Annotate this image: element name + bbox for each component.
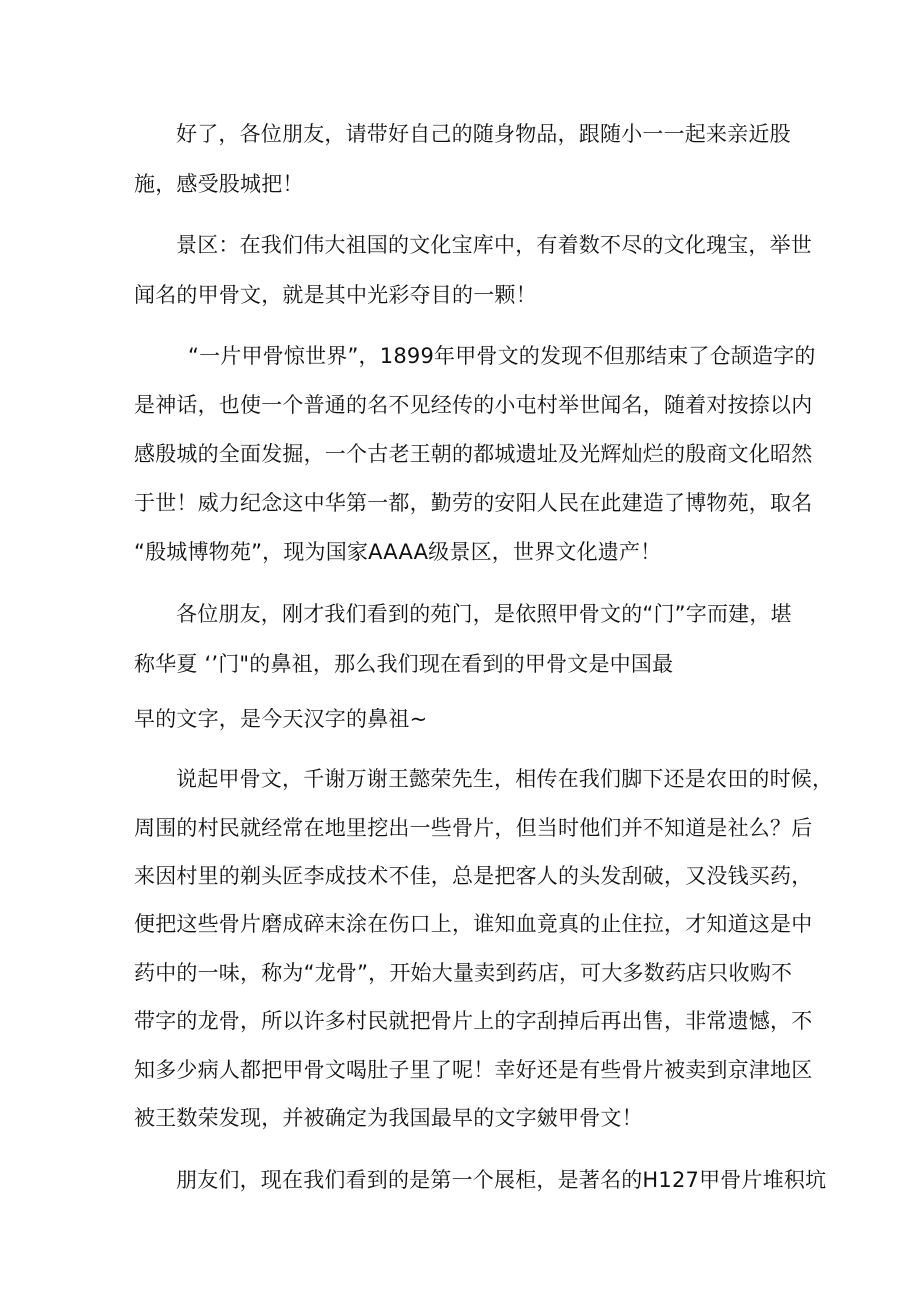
paragraph-6-line-3: 来因村里的剃头匠李成技术不佳，总是把客人的头发刮破，又没钱买药，: [134, 864, 813, 888]
paragraph-7-line-1: 朋友们，现在我们看到的是第一个展柜，是著名的H127甲骨片堆积坑: [176, 1168, 827, 1192]
paragraph-6-line-2: 周围的村民就经常在地里挖出一些骨片，但当时他们并不知道是社么？后: [134, 816, 813, 840]
paragraph-3-line-4: 于世！威力纪念这中华第一都，勤劳的安阳人民在此建造了博物苑，取名: [134, 491, 813, 515]
paragraph-1-line-2: 施，感受股城把！: [134, 172, 304, 196]
paragraph-3-line-2: 是神话，也使一个普通的名不见经传的小屯村举世闻名，随着对按捺以内: [134, 393, 813, 417]
paragraph-6-line-5: 药中的一味，称为“龙骨”，开始大量卖到药店，可大多数药店只收购不: [134, 961, 793, 985]
paragraph-4-line-1: 各位朋友，刚才我们看到的苑门，是依照甲骨文的“门”字而建，堪: [176, 602, 792, 626]
paragraph-2-line-2: 闻名的甲骨文，就是其中光彩夺目的一颗！: [134, 283, 537, 307]
paragraph-6-line-1: 说起甲骨文，千谢万谢王懿荣先生，相传在我们脚下还是农田的时候，: [176, 767, 834, 791]
paragraph-2-line-1: 景区：在我们伟大祖国的文化宝库中，有着数不尽的文化瑰宝，举世: [176, 233, 812, 257]
paragraph-5-line-1: 早的文字，是今天汉字的鼻祖~: [134, 707, 428, 731]
paragraph-6-line-7: 知多少病人都把甲骨文喝肚子里了呢！幸好还是有些骨片被卖到京津地区: [134, 1058, 813, 1082]
paragraph-6-line-4: 便把这些骨片磨成碎末涂在伤口上，谁知血竟真的止住拉，才知道这是中: [134, 912, 813, 936]
paragraph-3-line-3: 感殷城的全面发掘，一个古老王朝的都城遗址及光辉灿烂的殷商文化昭然: [134, 442, 813, 466]
paragraph-4-line-2: 称华夏 ‘’门"的鼻祖，那么我们现在看到的甲骨文是中国最: [134, 652, 674, 676]
paragraph-6-line-8: 被王数荣发现，并被确定为我国最早的文字皴甲骨文！: [134, 1106, 643, 1130]
paragraph-1-line-1: 好了，各位朋友，请带好自己的随身物品，跟随小一一起来亲近股: [176, 122, 791, 146]
paragraph-3-line-1: “一片甲骨惊世界”，1899年甲骨文的发现不但那结束了仓颉造字的: [188, 344, 816, 368]
paragraph-6-line-6: 带字的龙骨，所以许多村民就把骨片上的字刮掉后再出售，非常遗憾，不: [134, 1009, 813, 1033]
paragraph-3-line-5: “殷城博物苑”，现为国家AAAA级景区，世界文化遗产！: [134, 540, 662, 564]
